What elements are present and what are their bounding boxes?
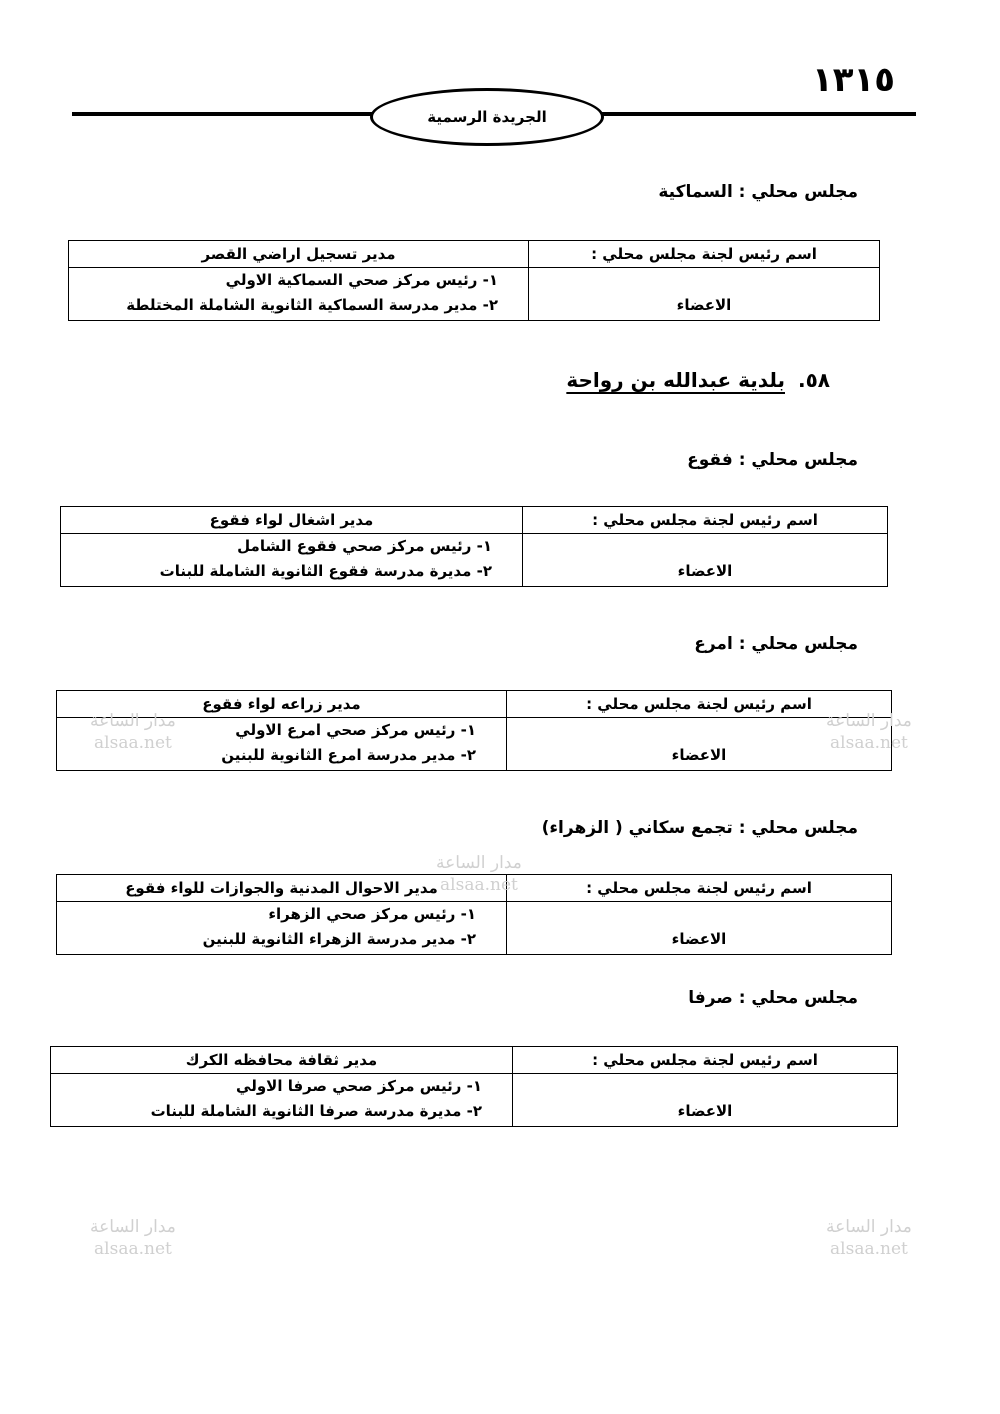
members-label-cell <box>507 902 892 955</box>
page-number: ١٣١٥ <box>811 60 895 100</box>
members-label-cell <box>513 1074 898 1127</box>
member-item: ٢- مديرة مدرسة صرفا الثانوية الشاملة للبنات <box>150 1102 482 1120</box>
watermark-line: alsaa.net <box>94 1239 172 1259</box>
member-item: ٢- مدير مدرسة الزهراء الثانوية للبنين <box>202 930 476 948</box>
council-table <box>50 1046 898 1127</box>
chair-value: مدير ثقافة محافظه الكرك <box>51 1047 513 1074</box>
watermark-line: مدار الساعة <box>436 853 522 873</box>
member-item: ٢- مديرة مدرسة فقوع الثانوية الشاملة للبنات <box>159 562 492 580</box>
members-list <box>51 1074 513 1127</box>
watermark-line: alsaa.net <box>440 875 518 895</box>
watermark-line: مدار الساعة <box>90 1217 176 1237</box>
member-item: ٢- مدير مدرسة امرع الثانوية للبنين <box>221 746 476 764</box>
chair-value: مدير اشغال لواء فقوع <box>61 507 523 534</box>
member-item: ١- رئيس مركز صحي امرع الاولي <box>235 721 476 739</box>
council-title: مجلس محلي : تجمع سكاني ( الزهراء) <box>541 818 858 838</box>
member-item: ١- رئيس مركز صحي السماكية الاولي <box>225 271 498 289</box>
watermark-line: alsaa.net <box>830 1239 908 1259</box>
members-list <box>57 718 507 771</box>
council-table <box>60 506 888 587</box>
council-title: مجلس محلي : صرفا <box>688 988 858 1008</box>
chair-label: اسم رئيس لجنة مجلس محلي : <box>507 691 892 718</box>
council-table <box>56 690 892 771</box>
members-label: الاعضاء <box>677 1102 733 1120</box>
member-item: ١- رئيس مركز صحي الزهراء <box>268 905 476 923</box>
council-table <box>56 874 892 955</box>
members-label: الاعضاء <box>671 746 727 764</box>
watermark <box>90 1216 176 1260</box>
chair-label: اسم رئيس لجنة مجلس محلي : <box>513 1047 898 1074</box>
chair-value: مدير زراعه لواء فقوع <box>57 691 507 718</box>
chair-label: اسم رئيس لجنة مجلس محلي : <box>507 875 892 902</box>
members-label: الاعضاء <box>677 562 733 580</box>
watermark <box>826 1216 912 1260</box>
chair-value: مدير الاحوال المدنية والجوازات للواء فقوع <box>57 875 507 902</box>
chair-value: مدير تسجيل اراضي القصر <box>69 241 529 268</box>
chair-label: اسم رئيس لجنة مجلس محلي : <box>523 507 888 534</box>
member-item: ١- رئيس مركز صحي صرفا الاولي <box>236 1077 482 1095</box>
municipality-heading <box>566 368 830 392</box>
municipality-name: بلدية عبدالله بن رواحة <box>566 368 785 392</box>
municipality-number: ٥٨. <box>797 368 830 392</box>
watermark-line: مدار الساعة <box>826 1217 912 1237</box>
member-item: ٢- مدير مدرسة السماكية الثانوية الشاملة المختلطة <box>126 296 498 314</box>
members-list <box>61 534 523 587</box>
council-table <box>68 240 880 321</box>
members-label-cell <box>523 534 888 587</box>
watermark-line: alsaa.net <box>94 733 172 753</box>
header-title: الجريدة الرسمية <box>370 88 604 146</box>
members-label: الاعضاء <box>671 930 727 948</box>
members-label-cell <box>507 718 892 771</box>
member-item: ١- رئيس مركز صحي فقوع الشامل <box>237 537 492 555</box>
council-title: مجلس محلي : السماكية <box>658 182 858 202</box>
chair-label: اسم رئيس لجنة مجلس محلي : <box>529 241 880 268</box>
members-list <box>69 268 529 321</box>
watermark-line: مدار الساعة <box>90 711 176 731</box>
council-title: مجلس محلي : فقوع <box>687 450 858 470</box>
council-title: مجلس محلي : امرع <box>694 634 858 654</box>
watermark-line: alsaa.net <box>830 733 908 753</box>
members-list <box>57 902 507 955</box>
members-label: الاعضاء <box>676 296 732 314</box>
watermark-line: مدار الساعة <box>826 711 912 731</box>
members-label-cell <box>529 268 880 321</box>
